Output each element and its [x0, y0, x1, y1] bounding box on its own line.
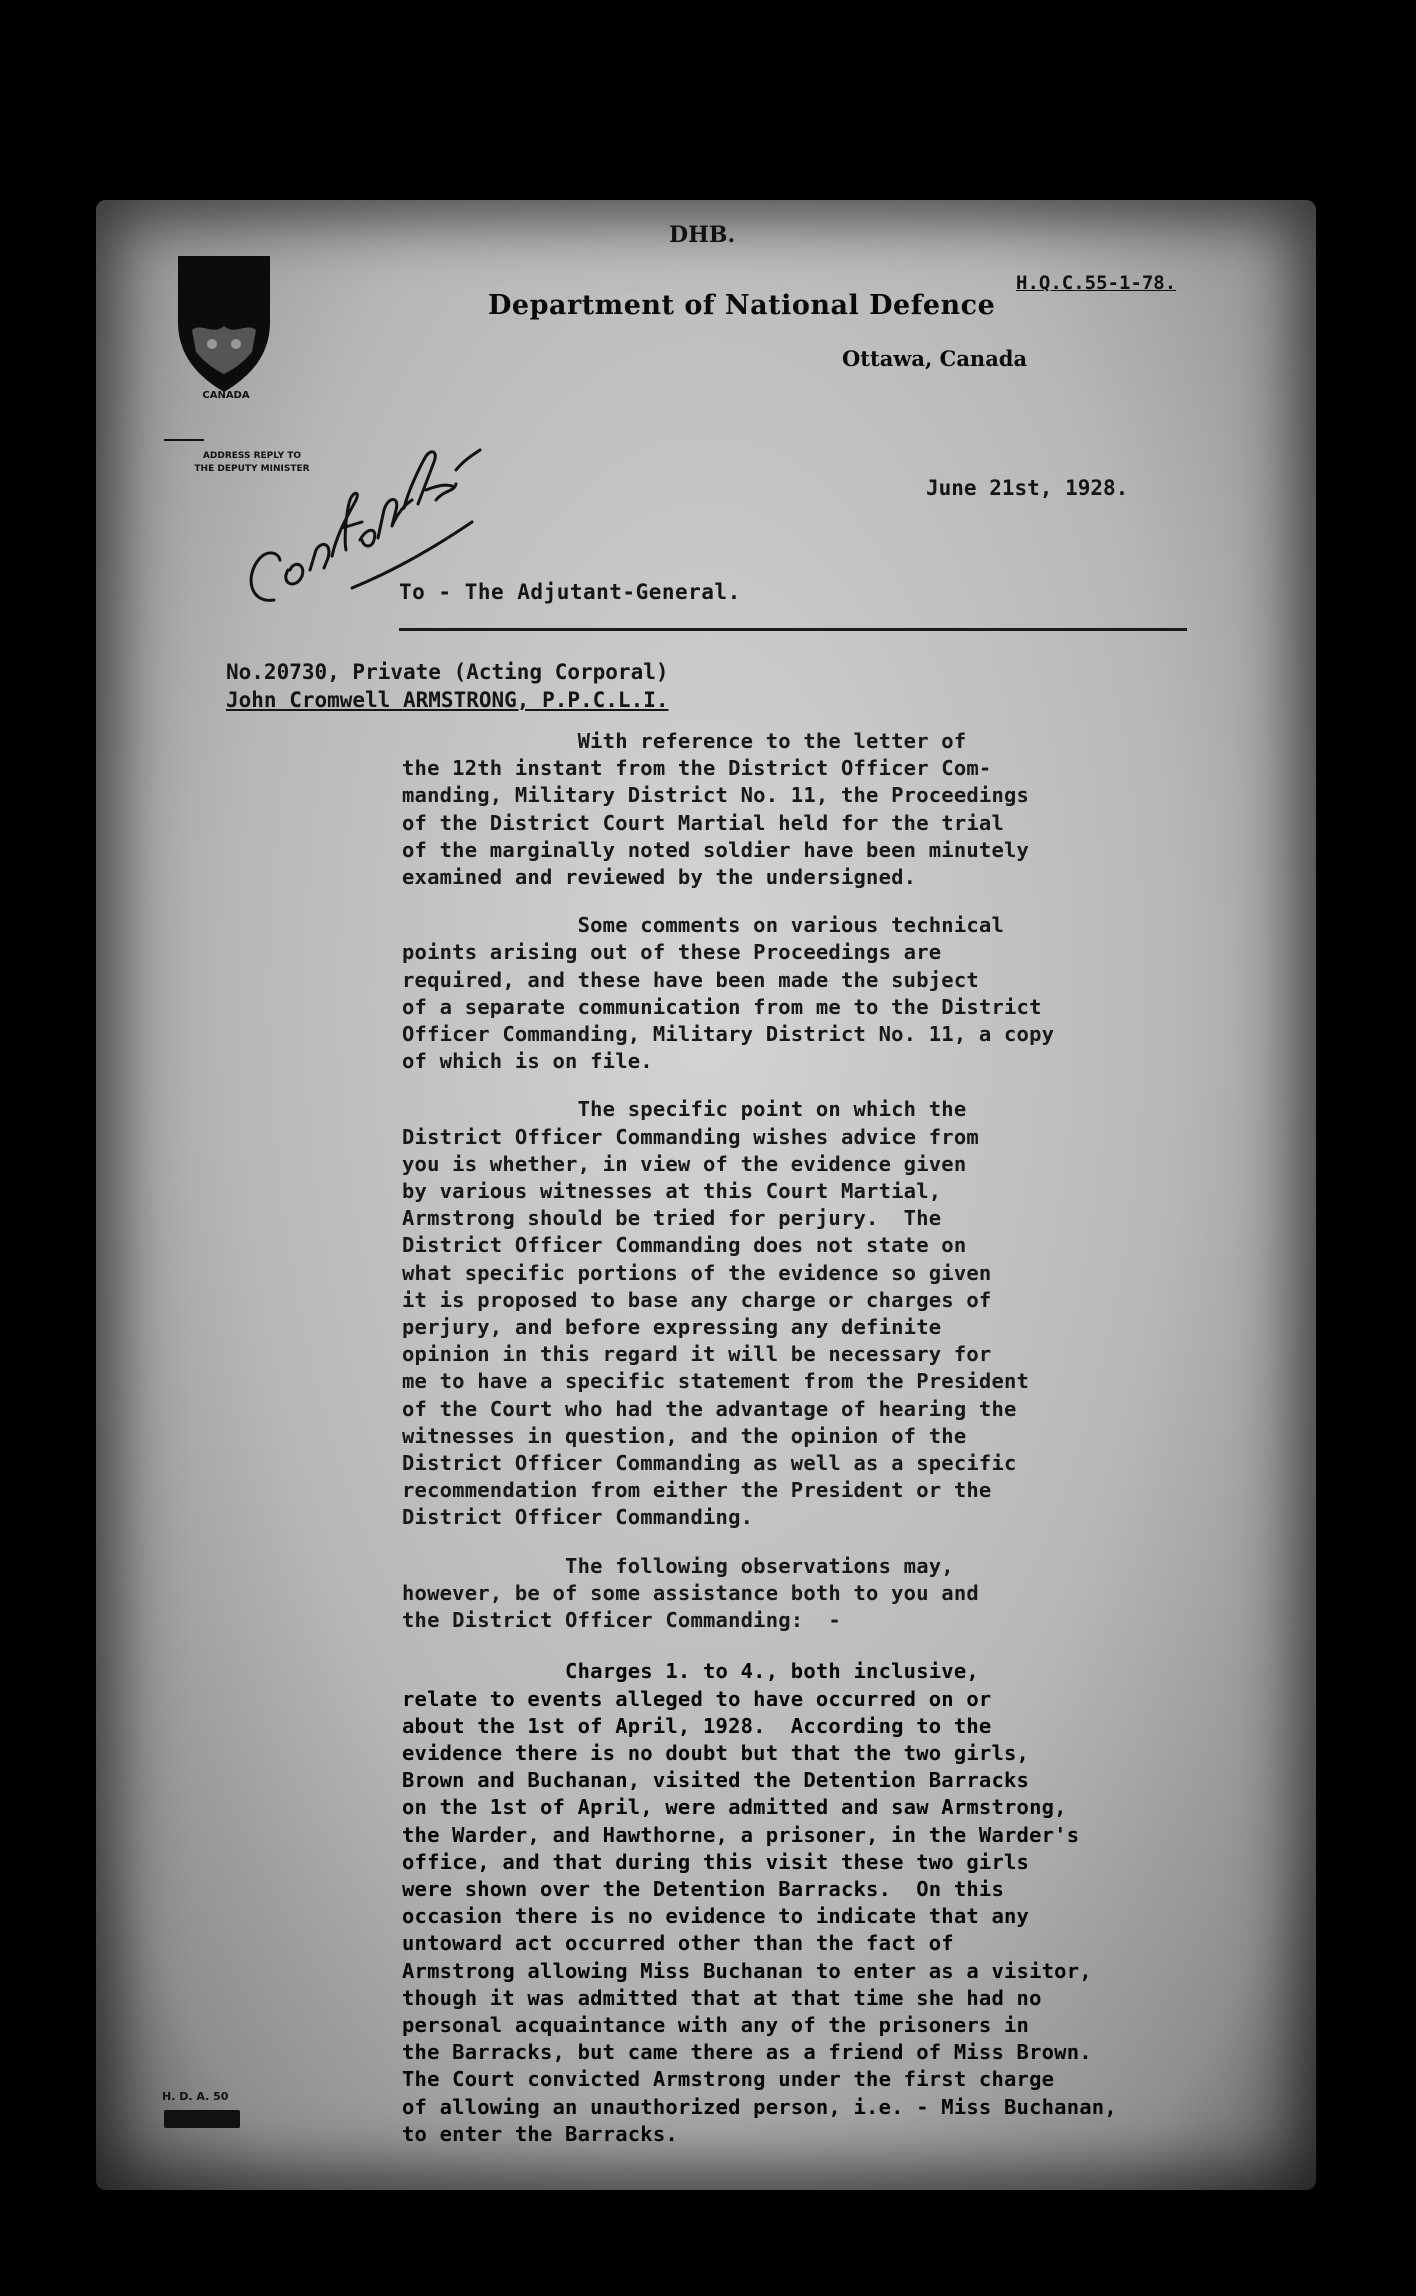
crest-icon [172, 252, 276, 400]
divider-rule [399, 628, 1187, 631]
footer-mark [164, 2110, 240, 2128]
paragraph: Some comments on various technical points arising out of these Proceedings are required, and these have been made the subject of a separate communication from me to the District Officer Commanding, Military District No. 11, a copy of which is on file. [402, 913, 1055, 1074]
top-reference: DHB. [669, 222, 736, 248]
letter-date: June 21st, 1928. [926, 476, 1129, 500]
subject-line1: No.20730, Private (Acting Corporal) [226, 660, 669, 684]
city-line: Ottawa, Canada [842, 346, 1028, 371]
letter-page [96, 200, 1316, 2190]
department-title: Department of National Defence [488, 290, 996, 321]
paragraph: The following observations may, however, be of some assistance both to you and the District Officer Commanding: - [402, 1553, 979, 1633]
letter-body [402, 728, 1222, 2169]
paragraph: With reference to the letter of the 12th instant from the District Officer Com- manding, Military District No. 11, the Proceedings of the District Court Martial held for the trial of the marginally noted soldier have been minutely examined and reviewed by the undersigned. [402, 729, 1030, 890]
subject-block [226, 658, 669, 714]
address-reply-line1: ADDRESS REPLY TO [202, 451, 302, 461]
subject-line2: John Cromwell ARMSTRONG, P.P.C.L.I. [226, 688, 669, 712]
form-reference: H. D. A. 50 [162, 2090, 229, 2103]
file-reference: H.Q.C.55-1-78. [1016, 272, 1177, 294]
crest-caption: CANADA [202, 390, 250, 401]
address-reply-line2: THE DEPUTY MINISTER [194, 464, 310, 474]
paragraph: Charges 1. to 4., both inclusive, relate to events alleged to have occurred on or about the 1st of April, 1928. According to the evidence there is no doubt but that the two girls, Brown and Buchanan, visited the Detention Barracks on the 1st of April, were admitted and saw Armstrong, the Warder, and Hawthorne, a prisoner, in the Warder's office, and that during this visit these two girls were shown over the Detention Barracks. On this occasion there is no evidence to indicate that any untoward act occurred other than the fact of Armstrong allowing Miss Buchanan to enter as a visitor, though it was admitted that at that time she had no personal acquaintance with any of the prisoners in the Barracks, but came there as a friend of Miss Brown. The Court convicted Armstrong under the first charge of allowing an unauthorized person, i.e. - Miss Buchanan, to enter the Barracks. [402, 1659, 1117, 2146]
recipient-line: To - The Adjutant-General. [399, 580, 741, 604]
paragraph: The specific point on which the District Officer Commanding wishes advice from you is whether, in view of the evidence given by various witnesses at this Court Martial, Armstrong should be tried for perjury. The District Officer Commanding does not state on what specific portions of the evidence so given it is proposed to base any charge or charges of perjury, and before expressing any definite opinion in this regard it will be necessary for me to have a specific statement from the President of the Court who had the advantage of hearing the witnesses in question, and the opinion of the District Officer Commanding as well as a specific recommendation from either the President or the District Officer Commanding. [402, 1097, 1030, 1530]
